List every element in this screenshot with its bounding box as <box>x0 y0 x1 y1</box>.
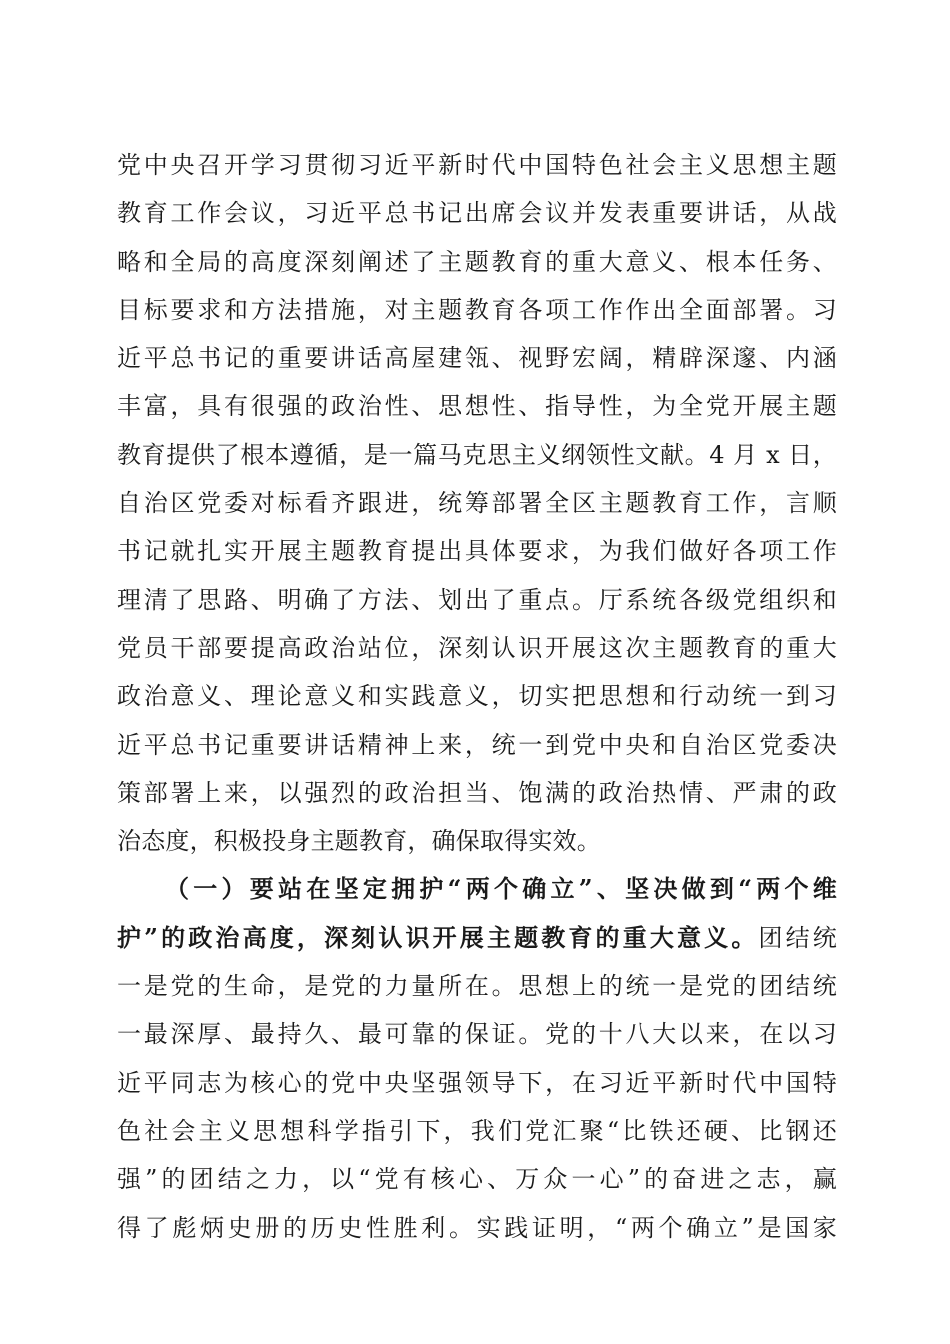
section-body-text: 团结统 <box>758 923 837 952</box>
paragraph-line: 教育工作会议，习近平总书记出席会议并发表重要讲话，从战 <box>117 199 837 228</box>
document-body <box>117 141 837 1252</box>
paragraph-line: 强”的团结之力，以“党有核心、万众一心”的奋进之志，赢 <box>117 1165 837 1194</box>
paragraph-line: 策部署上来，以强烈的政治担当、饱满的政治热情、严肃的政 <box>117 778 837 807</box>
paragraph-line: 理清了思路、明确了方法、划出了重点。厅系统各级党组织和 <box>117 585 837 614</box>
paragraph-line: 色社会主义思想科学指引下，我们党汇聚“比铁还硬、比钢还 <box>117 1116 837 1145</box>
paragraph-line: 得了彪炳史册的历史性胜利。实践证明，“两个确立”是国家 <box>117 1213 837 1242</box>
section-heading-text: 护”的政治高度，深刻认识开展主题教育的重大意义。 <box>117 922 759 952</box>
section-heading-line: （一）要站在坚定拥护“两个确立”、坚决做到“两个维 <box>165 874 837 904</box>
paragraph-line: 丰富，具有很强的政治性、思想性、指导性，为全党开展主题 <box>117 392 837 421</box>
paragraph-line: 书记就扎实开展主题教育提出具体要求，为我们做好各项工作 <box>117 537 837 566</box>
paragraph-line: 治态度，积极投身主题教育，确保取得实效。 <box>117 827 601 856</box>
paragraph-line: 党员干部要提高政治站位，深刻认识开展这次主题教育的重大 <box>117 633 837 662</box>
paragraph-line: 近平总书记重要讲话精神上来，统一到党中央和自治区党委决 <box>117 730 837 759</box>
paragraph-line: 目标要求和方法措施，对主题教育各项工作作出全面部署。习 <box>117 295 837 324</box>
paragraph-line: 近平同志为核心的党中央坚强领导下，在习近平新时代中国特 <box>117 1068 837 1097</box>
paragraph-line: 教育提供了根本遵循，是一篇马克思主义纲领性文献。4 月 x 日， <box>117 440 837 469</box>
paragraph-line: 政治意义、理论意义和实践意义，切实把思想和行动统一到习 <box>117 682 837 711</box>
paragraph-line: 一是党的生命，是党的力量所在。思想上的统一是党的团结统 <box>117 972 837 1001</box>
paragraph-line: 略和全局的高度深刻阐述了主题教育的重大意义、根本任务、 <box>117 247 837 276</box>
paragraph-line: 自治区党委对标看齐跟进，统筹部署全区主题教育工作，言顺 <box>117 489 837 518</box>
paragraph-line: 党中央召开学习贯彻习近平新时代中国特色社会主义思想主题 <box>117 151 837 179</box>
paragraph-line: 近平总书记的重要讲话高屋建瓴、视野宏阔，精辟深邃、内涵 <box>117 344 837 373</box>
section-heading-line <box>117 914 837 962</box>
paragraph-line: 一最深厚、最持久、最可靠的保证。党的十八大以来，在以习 <box>117 1020 837 1049</box>
